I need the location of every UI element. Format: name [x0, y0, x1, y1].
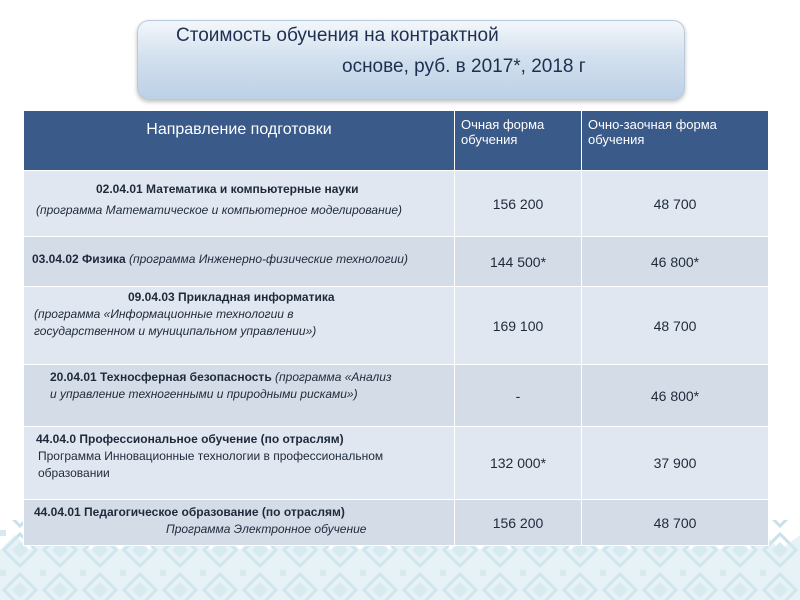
- direction-program: (программа Инженерно-физические технологии): [129, 252, 408, 266]
- direction-program: Программа Электронное обучение: [166, 522, 367, 536]
- direction-code-name: 02.04.01 Математика и компьютерные науки: [96, 182, 359, 196]
- fulltime-cell: 156 200: [455, 171, 582, 237]
- fulltime-cell: 169 100: [455, 287, 582, 365]
- direction-code-name: 20.04.01 Техносферная безопасность: [50, 370, 272, 384]
- parttime-cell: 48 700: [582, 171, 769, 237]
- parttime-cell: 46 800*: [582, 365, 769, 427]
- direction-code-name: 03.04.02 Физика: [32, 252, 126, 266]
- direction-program: (программа Математическое и компьютерное моделирование): [36, 203, 403, 217]
- direction-cell: [24, 287, 455, 365]
- direction-cell: [24, 500, 455, 546]
- direction-cell: [24, 427, 455, 500]
- direction-program: (программа «Информационные технологии в государственном и муниципальном управлении»): [34, 307, 317, 338]
- direction-program: Программа Инновационные технологии в профессиональном образовании: [38, 449, 384, 480]
- fulltime-cell: -: [455, 365, 582, 427]
- parttime-cell: 48 700: [582, 500, 769, 546]
- direction-cell: [24, 171, 455, 237]
- tuition-table: [23, 110, 769, 546]
- direction-code-name: 09.04.03 Прикладная информатика: [128, 290, 335, 304]
- table-row: [24, 171, 769, 237]
- table-row: [24, 427, 769, 500]
- fulltime-cell: 132 000*: [455, 427, 582, 500]
- header-fulltime: Очная форма обучения: [455, 111, 582, 171]
- direction-cell: [24, 237, 455, 287]
- table-row: [24, 500, 769, 546]
- direction-code-name: 44.04.01 Педагогическое образование (по отраслям): [34, 505, 345, 519]
- table-header-row: [24, 111, 769, 171]
- page-title-line2: основе, руб. в 2017*, 2018 г: [342, 56, 586, 77]
- parttime-cell: 37 900: [582, 427, 769, 500]
- direction-code-name: 44.04.0 Профессиональное обучение (по отраслям): [36, 432, 344, 446]
- table-row: [24, 365, 769, 427]
- page-title-line1: Стоимость обучения на контрактной: [176, 25, 499, 46]
- header-direction: Направление подготовки: [24, 111, 455, 171]
- title-banner: [137, 20, 685, 100]
- direction-cell: [24, 365, 455, 427]
- parttime-cell: 46 800*: [582, 237, 769, 287]
- table-row: [24, 237, 769, 287]
- fulltime-cell: 144 500*: [455, 237, 582, 287]
- header-parttime: Очно-заочная форма обучения: [582, 111, 769, 171]
- parttime-cell: 48 700: [582, 287, 769, 365]
- fulltime-cell: 156 200: [455, 500, 582, 546]
- table-row: [24, 287, 769, 365]
- direction-program: (программа «Анализ и управление техногенными и природными рисками»): [50, 370, 392, 401]
